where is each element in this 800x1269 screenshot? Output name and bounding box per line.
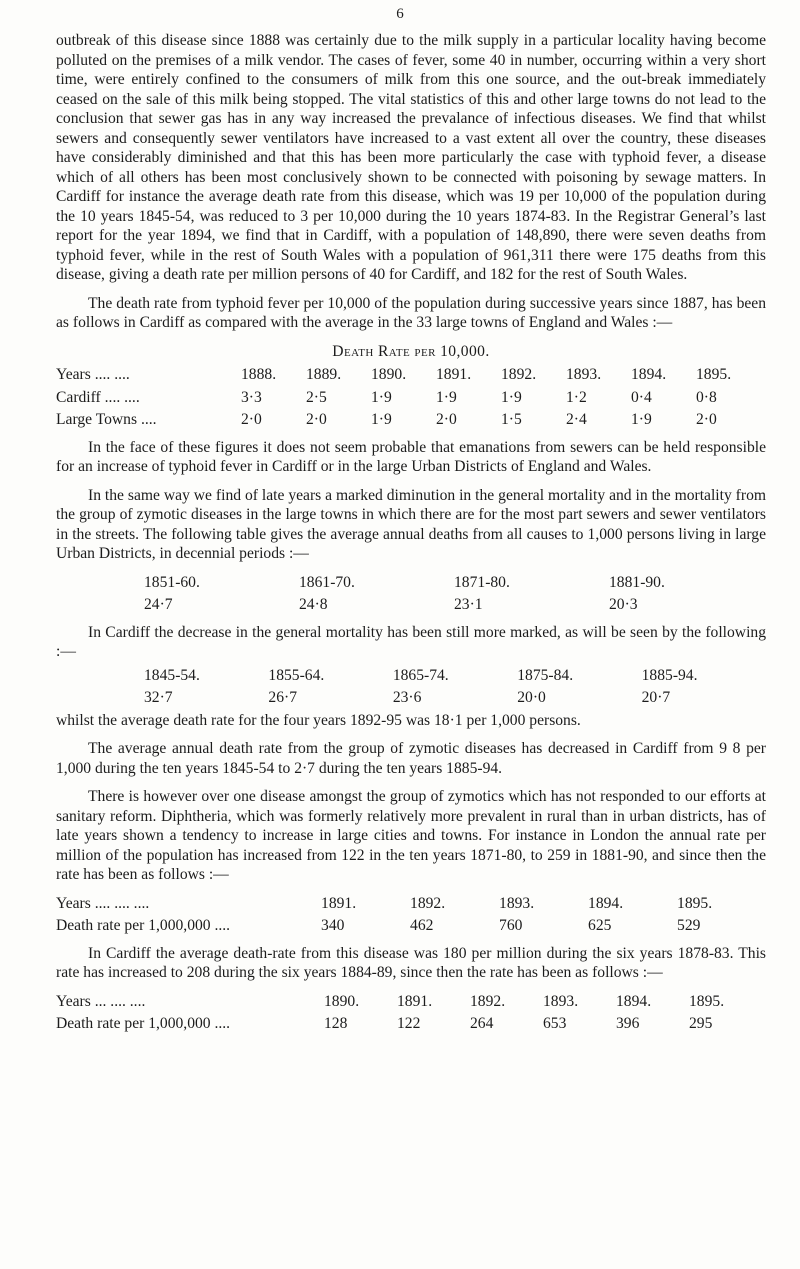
table-cell: 1893. (566, 366, 602, 383)
table-cell: 2·0 (241, 411, 262, 428)
table-cell: 0·4 (631, 388, 652, 406)
typhoid-death-rate-table (56, 342, 766, 430)
page-body (56, 31, 766, 1042)
table-row-values (56, 595, 766, 615)
table-cell: 1871-80. (454, 573, 510, 591)
table-cell: 1891. (321, 894, 357, 912)
table-cell: 1885-94. (641, 666, 698, 684)
table-heading: Death Rate per 10,000. (332, 342, 490, 360)
table-cell: 1851-60. (144, 573, 200, 591)
paragraph-sewer-emanations: In the face of these figures it does not seem probable that emanations from sewers can be held responsible for an increase of typhoid fever in Cardiff or in the large Urban Districts of England and Wales. (56, 438, 766, 475)
table-cell: 1890. (371, 366, 407, 383)
table-cell: 20·7 (641, 689, 671, 706)
table-cell: 2·4 (566, 411, 587, 428)
row-label: Large Towns .... (56, 411, 157, 428)
table-row-values (56, 688, 766, 708)
table-cell: 1875-84. (517, 666, 574, 684)
table-row-death-rate (56, 916, 766, 936)
table-row-periods (56, 573, 766, 593)
table-cell: 0·8 (696, 388, 717, 406)
table-cell: 26·7 (268, 689, 297, 706)
table-cell: 396 (616, 1015, 640, 1032)
table-cell: 1·2 (566, 388, 587, 406)
table-cell: 1895. (696, 366, 732, 383)
table-cell: 653 (543, 1015, 567, 1032)
table-cell: 1892. (410, 894, 446, 912)
table-row-years (56, 365, 766, 385)
table-cell: 1855-64. (268, 666, 325, 684)
table-cell: 2·5 (306, 388, 327, 406)
paragraph-cardiff-decrease: In Cardiff the decrease in the general mortality has been still more marked, as will be seen by the following :— (56, 623, 766, 660)
table-cell: 1890. (324, 992, 360, 1010)
row-label: Cardiff .... .... (56, 388, 140, 406)
table-cell: 32·7 (144, 689, 173, 706)
paragraph-diphtheria: There is however over one disease amongst the group of zymotics which has not responded to our efforts at sanitary reform. Diphtheria, which was formerly relatively more prevalent in rural than in urban districts, has of late years shown a tendency to increase in large cities and towns. For instance in London the annual rate per million of the population has increased from 122 in the ten years 1871-80, to 259 in 1881-90, and since then the rate has been as follows :— (56, 788, 766, 883)
table-cell: 1845-54. (144, 666, 200, 684)
table-cell: 1895. (689, 992, 725, 1010)
table-cell: 1·9 (371, 388, 392, 406)
cardiff-diphtheria-table (56, 992, 766, 1034)
table-cell: 20·0 (517, 689, 546, 706)
table-row-years (56, 992, 766, 1012)
table-cell: 1·9 (436, 388, 457, 406)
table-cell: 2·0 (306, 411, 327, 428)
decennial-mortality-table (56, 573, 766, 615)
table-cell: 1888. (241, 366, 277, 383)
row-label: Death rate per 1,000,000 .... (56, 917, 231, 934)
table-cell: 2·0 (436, 411, 457, 428)
table-cell: 462 (410, 917, 434, 934)
table-cell: 20·3 (609, 596, 638, 613)
table-cell: 1889. (306, 366, 342, 383)
table-cell: 128 (324, 1015, 348, 1032)
table-row-large-towns (56, 410, 766, 430)
table-cell: 1865-74. (392, 666, 449, 684)
table-cell: 529 (677, 917, 701, 934)
table-cell: 1892. (501, 366, 537, 383)
row-label: Death rate per 1,000,000 .... (56, 1015, 231, 1032)
table-cell: 1881-90. (609, 573, 665, 591)
paragraph-typhoid-outbreak: outbreak of this disease since 1888 was certainly due to the milk supply in a particular locality having become polluted on the premises of a milk vendor. The cases of fever, some 40 in number, occurring within a very short time, were entirely confined to the consumers of milk from this one source, and the out-break immediately ceased on the sale of this milk being stopped. The vital statistics of this and other large towns do not lead to the conclusion that sewer gas has in any way increased the prevalance of infectious diseases. We find that whilst sewers and consequently sewer ventilators have increased to a vast extent all over the country, these diseases have considerably diminished and that this has been more particularly the case with typhoid fever, a disease which of all others has been most conclusively shown to be connected with poisoning by sewage matters. In Cardiff for instance the average death rate from this disease, which was 19 per 10,000 of the population during the 10 years 1845-54, was reduced to 3 per 10,000 during the 10 years 1874-83. In the Registrar General’s last report for the year 1894, we find that in Cardiff, with a population of 148,890, there were seven deaths from typhoid fever, while in the rest of South Wales with a population of 961,311 there were 175 deaths from this disease, giving a death rate per million persons of 40 for Cardiff, and 182 for the rest of South Wales. (56, 32, 766, 283)
table-cell: 625 (588, 917, 612, 934)
table-cell: 760 (499, 917, 523, 934)
paragraph-cardiff-diphtheria: In Cardiff the average death-rate from this disease was 180 per million during the six years 1878-83. This rate has increased to 208 during the six years 1884-89, since then the rate has been as follows :— (56, 944, 766, 981)
row-label: Years ... .... .... (56, 992, 146, 1010)
table-cell: 1894. (588, 894, 624, 912)
table-cell: 24·8 (299, 596, 328, 613)
table-cell: 24·7 (144, 596, 173, 613)
table-cell: 1891. (436, 366, 472, 383)
table-cell: 1895. (677, 894, 713, 912)
table-cell: 3·3 (241, 388, 262, 406)
table-cell: 1·5 (501, 411, 522, 428)
table-cell: 340 (321, 917, 345, 934)
table-cell: 1·9 (501, 388, 522, 406)
table-cell: 122 (397, 1015, 421, 1032)
table-row-periods (56, 666, 766, 686)
table-cell: 23·1 (454, 596, 483, 613)
table-cell: 264 (470, 1015, 494, 1032)
london-diphtheria-table (56, 894, 766, 936)
table-cell: 1·9 (631, 411, 652, 428)
table-row-cardiff (56, 388, 766, 408)
row-label: Years .... .... .... (56, 894, 150, 912)
cardiff-mortality-table (56, 666, 766, 708)
paragraph-typhoid-rate-intro: The death rate from typhoid fever per 10,000 of the population during successive years since 1887, has been as follows in Cardiff as compared with the average in the 33 large towns of England and Wales :— (56, 294, 766, 331)
table-row-death-rate (56, 1014, 766, 1034)
table-cell: 2·0 (696, 411, 717, 428)
paragraph-general-mortality: In the same way we find of late years a marked diminution in the general mortality and in the mortality from the group of zymotic diseases in the large towns in which there are for the most part sewers and sewer ventilators in the streets. The following table gives the average annual deaths from all causes to 1,000 persons living in large Urban Districts, in decennial periods :— (56, 486, 766, 562)
table-cell: 1892. (470, 992, 506, 1010)
table-cell: 295 (689, 1015, 713, 1032)
table-cell: 1·9 (371, 411, 392, 428)
paragraph-average-1892-95: whilst the average death rate for the four years 1892-95 was 18·1 per 1,000 persons. (56, 711, 581, 729)
page-number: 6 (396, 6, 404, 22)
table-cell: 1894. (631, 366, 667, 383)
table-cell: 1861-70. (299, 573, 355, 591)
row-label: Years .... .... (56, 366, 130, 383)
table-cell: 23·6 (392, 689, 422, 706)
paragraph-zymotic-decrease: The average annual death rate from the group of zymotic diseases has decreased in Cardiff from 9 8 per 1,000 during the ten years 1845-54 to 2·7 during the ten years 1885-94. (56, 740, 766, 777)
table-cell: 1893. (499, 894, 535, 912)
table-cell: 1893. (543, 992, 579, 1010)
table-cell: 1894. (616, 992, 652, 1010)
table-row-years (56, 894, 766, 914)
table-cell: 1891. (397, 992, 433, 1010)
